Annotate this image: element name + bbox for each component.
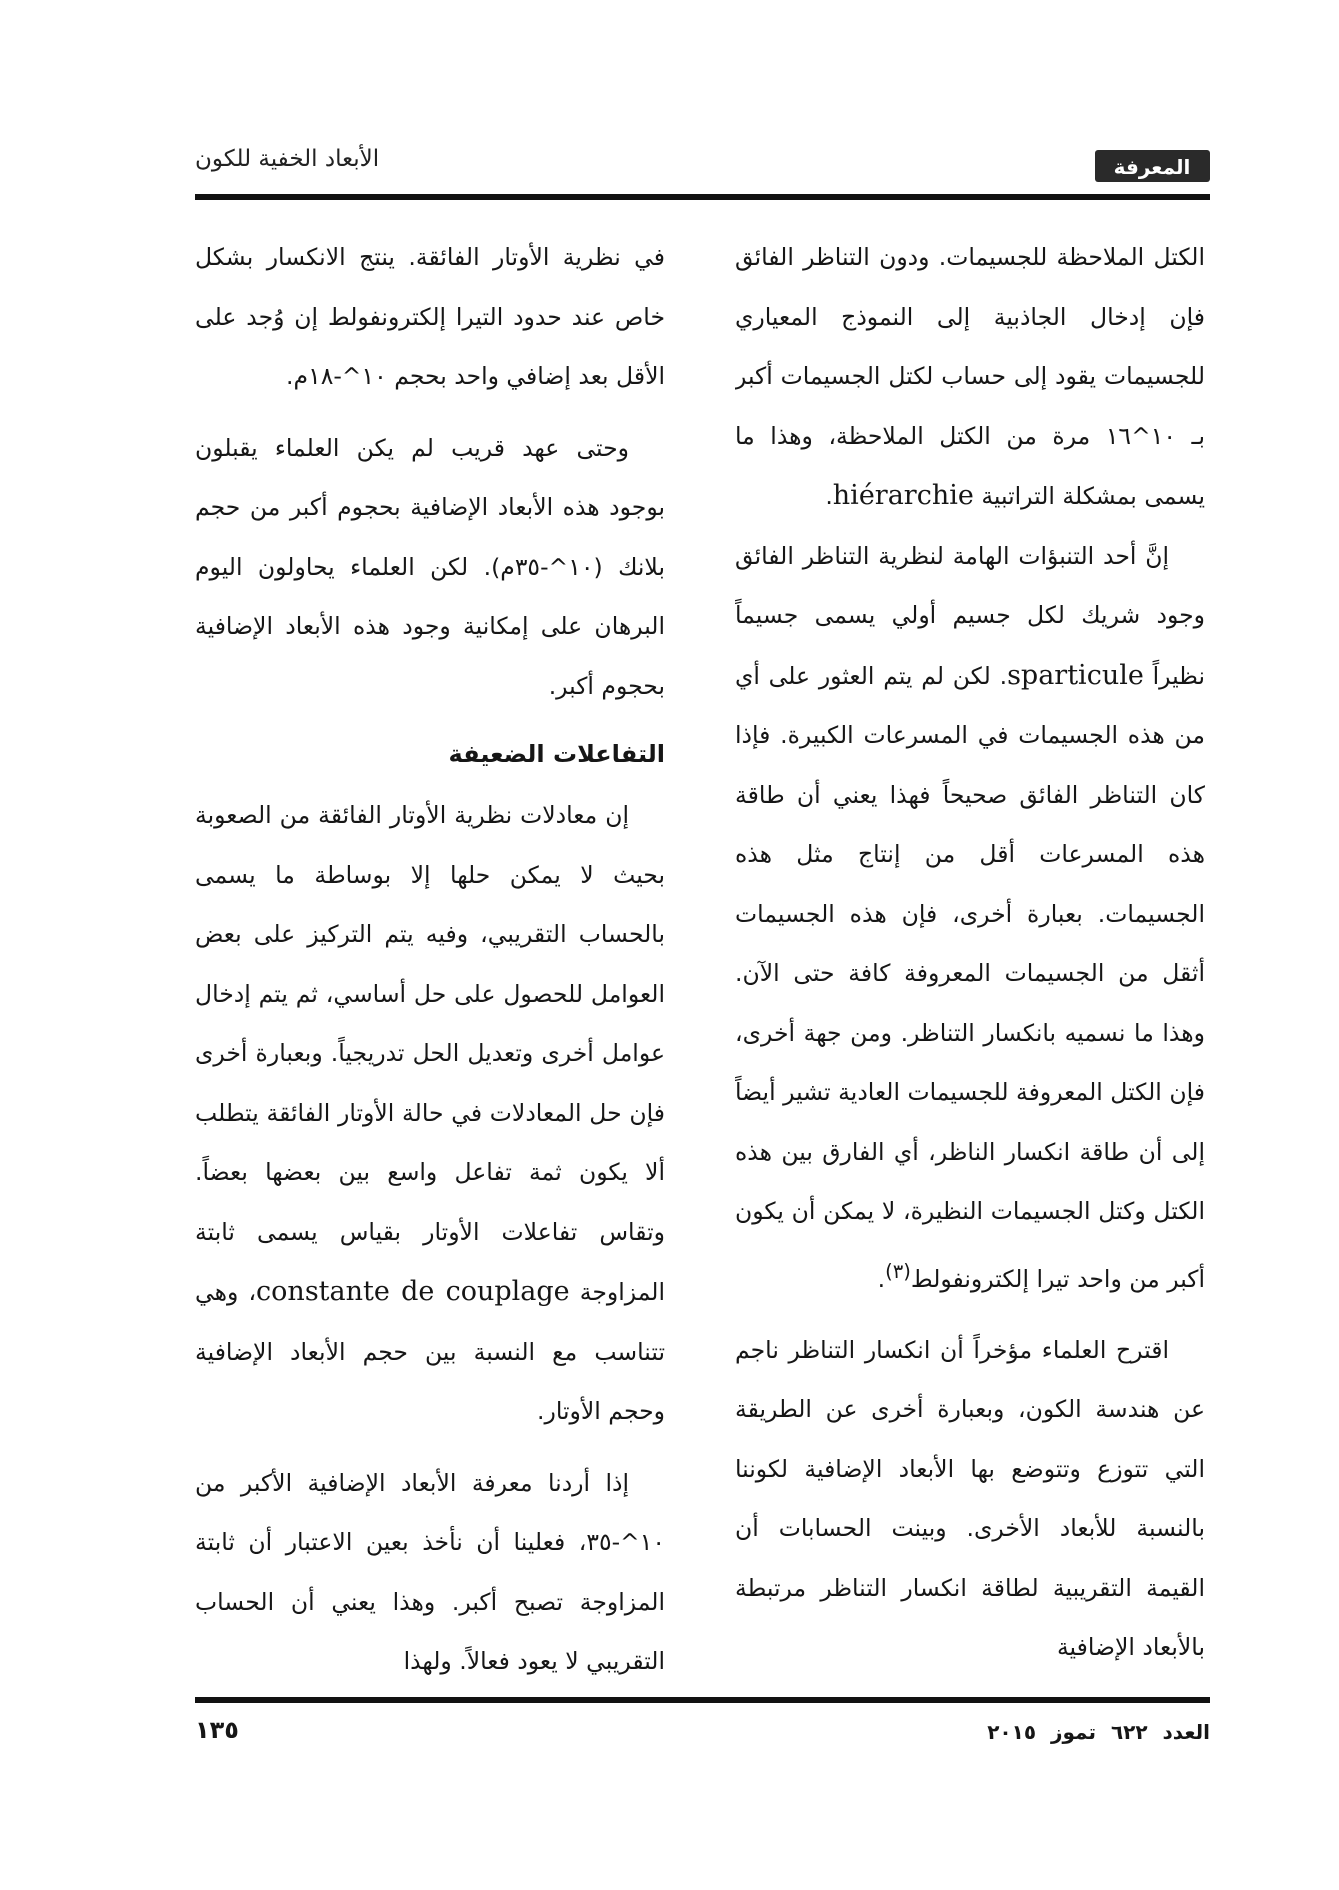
latin-term: hiérarchie — [832, 480, 974, 511]
paragraph: الكتل الملاحظة للجسيمات. ودون التناظر الفائق فإن إدخال الجاذبية إلى النموذج المعياري للجسيمات يقود إلى حساب لكتل الجسيمات أكبر بـ ١٠^١٦ مرة من الكتل الملاحظة، وهذا ما يسمى بمشكلة التراتبية hiérarchie. — [735, 243, 1205, 511]
footer-rule — [195, 1697, 1210, 1703]
paragraph: إنَّ أحد التنبؤات الهامة لنظرية التناظر الفائق وجود شريك لكل جسيم أولي يسمى جسيماً نظيراً sparticule. لكن لم يتم العثور على أي من هذه الجسيمات في المسرعات الكبيرة. فإذا كان التناظر الفائق صحيحاً فهذا يعني أن طاقة هذه المسرعات أقل من إنتاج مثل هذه الجسيمات. بعبارة أخرى، فإن هذه الجسيمات أثقل من الجسيمات المعروفة كافة حتى الآن. وهذا ما نسميه بانكسار التناظر. ومن جهة أخرى، فإن الكتل المعروفة للجسيمات العادية تشير أيضاً إلى أن طاقة انكسار الناظر، أي الفارق بين هذه الكتل وكتل الجسيمات النظيرة، لا يمكن أن يكون أكبر من واحد تيرا إلكترونفولط$^{(٣)}$. — [735, 541, 1205, 1293]
paragraph — [195, 419, 665, 717]
paragraph-text: وحتى عهد قريب لم يكن العلماء يقبلون بوجود هذه الأبعاد الإضافية بحجوم أكبر من حجم بلانك (١٠^-٣٥م). لكن العلماء يحاولون اليوم البرهان على إمكانية وجود هذه الأبعاد الإضافية بحجوم أكبر. — [195, 433, 665, 700]
issue-info: العدد ٦٢٢ تموز ٢٠١٥ — [987, 1720, 1210, 1744]
page-number: ١٣٥ — [195, 1716, 239, 1744]
paragraph — [195, 786, 665, 1442]
paragraph-text: في نظرية الأوتار الفائقة. ينتج الانكسار بشكل خاص عند حدود التيرا إلكترونفولط إن وُجد على الأقل بعد إضافي واحد بحجم ١٠^-١٨م. — [195, 243, 665, 390]
paragraph-text: إنَّ أحد التنبؤات الهامة لنظرية التناظر الفائق وجود شريك لكل جسيم أولي يسمى جسيماً نظيراً — [735, 541, 1205, 690]
paragraph-text: اقترح العلماء مؤخراً أن انكسار التناظر ناجم عن هندسة الكون، وبعبارة أخرى عن الطريقة التي تتوزع وتتوضع بها الأبعاد الإضافية لكوننا بالنسبة للأبعاد الأخرى. وبينت الحسابات أن القيمة التقريبية لطاقة انكسار التناظر مرتبطة بالأبعاد الإضافية — [735, 1335, 1205, 1662]
right-column — [735, 228, 1205, 1683]
footnote-reference: (٣) — [885, 1259, 911, 1283]
left-column — [195, 228, 665, 1683]
header-rule — [195, 194, 1210, 200]
paragraph — [195, 228, 665, 407]
paragraph — [735, 1321, 1205, 1678]
running-title: الأبعاد الخفية للكون — [195, 146, 380, 172]
svg-text:المعرفة: المعرفة — [1113, 155, 1191, 179]
paragraph-text: إذا أردنا معرفة الأبعاد الإضافية الأكبر من ١٠^-٣٥، فعلينا أن نأخذ بعين الاعتبار أن ثابتة المزاوجة تصبح أكبر. وهذا يعني أن الحساب التقريبي لا يعود فعالاً. ولهذا — [195, 1468, 665, 1675]
paragraph-text: ، وهي تتناسب مع النسبة بين حجم الأبعاد الإضافية وحجم الأوتار. — [195, 1278, 665, 1425]
paragraph-text: . لكن لم يتم العثور على أي من هذه الجسيمات في المسرعات الكبيرة. فإذا كان التناظر الفائق صحيحاً فهذا يعني أن طاقة هذه المسرعات أقل من إنتاج مثل هذه الجسيمات. بعبارة أخرى، فإن هذه الجسيمات أثقل من الجسيمات المعروفة كافة حتى الآن. وهذا ما نسميه بانكسار التناظر. ومن جهة أخرى، فإن الكتل المعروفة للجسيمات العادية تشير أيضاً إلى أن طاقة انكسار الناظر، أي الفارق بين هذه الكتل وكتل الجسيمات النظيرة، لا يمكن أن يكون أكبر من واحد تيرا إلكترونفولط — [735, 661, 1205, 1293]
magazine-logo-mark — [1095, 146, 1210, 186]
latin-term: sparticule — [1007, 659, 1144, 691]
paragraph-text: إن معادلات نظرية الأوتار الفائقة من الصعوبة بحيث لا يمكن حلها إلا بوساطة ما يسمى بالحساب التقريبي، وفيه يتم التركيز على بعض العوامل للحصول على حل أساسي، ثم يتم إدخال عوامل أخرى وتعديل الحل تدريجياً. وبعبارة أخرى فإن حل المعادلات في حالة الأوتار الفائقة يتطلب ألا يكون ثمة تفاعل واسع بين بعضها بعضاً. وتقاس تفاعلات الأوتار بقياس يسمى ثابتة المزاوجة — [195, 801, 665, 1306]
paragraph-text: الكتل الملاحظة للجسيمات. ودون التناظر الفائق فإن إدخال الجاذبية إلى النموذج المعياري للجسيمات يقود إلى حساب لكتل الجسيمات أكبر بـ ١٠^١٦ مرة من الكتل الملاحظة، وهذا ما يسمى بمشكلة التراتبية — [735, 243, 1205, 510]
section-heading: التفاعلات الضعيفة — [448, 740, 665, 768]
latin-term: constante de couplage — [256, 1276, 570, 1307]
magazine-logo — [1095, 146, 1210, 186]
paragraph — [195, 1454, 665, 1684]
